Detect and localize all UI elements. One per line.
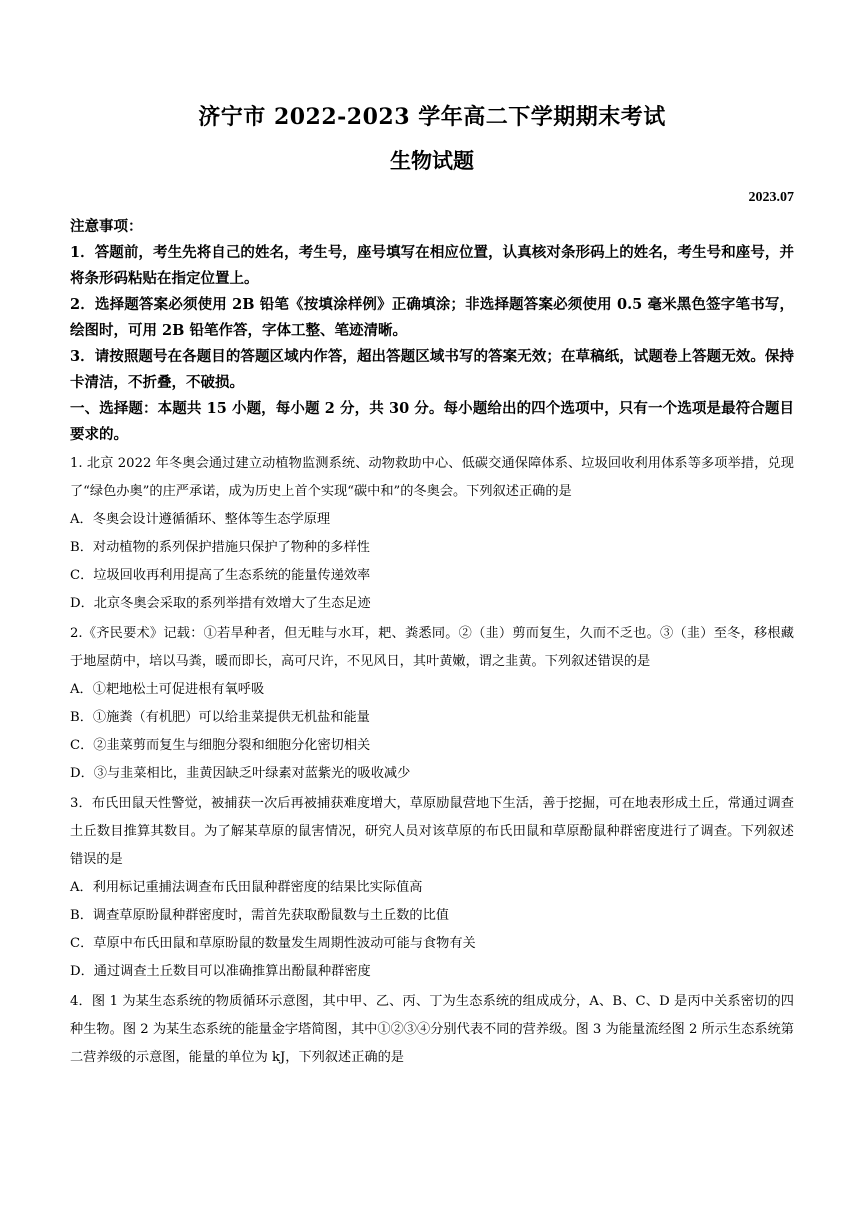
- option-d: D．通过调查土丘数目可以准确推算出酚鼠种群密度: [70, 964, 371, 979]
- question-2: [70, 620, 794, 788]
- notice-item: 3．请按照题号在各题目的答题区域内作答，超出答题区域书写的答案无效；在草稿纸，试题卷上答题无效。保持卡清洁，不折叠，不破损。: [70, 348, 794, 391]
- option-a: A．①耙地松土可促进根有氧呼吸: [70, 682, 265, 697]
- question-4: [70, 988, 794, 1072]
- exam-title: 济宁市 2022-2023 学年高二下学期期末考试: [198, 104, 666, 130]
- exam-page: [70, 100, 794, 1072]
- question-stem: 2.《齐民要术》记载：①若旱种者，但无畦与水耳，耙、粪悉同。②（韭）剪而复生，久而不乏也。③（韭）至冬，移根藏于地屋荫中，培以马粪，暖而即长，高可尺许，不见风日，其叶黄嫩，谓之韭黄。下列叙述错误的是: [70, 626, 794, 669]
- question-1: [70, 450, 794, 618]
- option-d: D．③与韭菜相比，韭黄因缺乏叶绿素对蓝紫光的吸收减少: [70, 766, 411, 781]
- question-stem: 4．图 1 为某生态系统的物质循环示意图，其中甲、乙、丙、丁为生态系统的组成成分，A、B、C、D 是丙中关系密切的四种生物。图 2 为某生态系统的能量金字塔简图，其中①②③④分别代表不同的营养级。图 3 为能量流经图 2 所示生态系统第二营养级的示意图，能量的单位为 kJ，下列叙述正确的是: [70, 994, 794, 1065]
- option-a: A．利用标记重捕法调查布氏田鼠种群密度的结果比实际值高: [70, 880, 423, 895]
- section-heading: 一、选择题：本题共 15 小题，每小题 2 分，共 30 分。每小题给出的四个选项中，只有一个选项是最符合题目要求的。: [70, 400, 794, 443]
- option-c: C．②韭菜剪而复生与细胞分裂和细胞分化密切相关: [70, 738, 371, 753]
- notice-item: 2．选择题答案必须使用 2B 铅笔《按填涂样例》正确填涂；非选择题答案必须使用 0.5 毫米黑色签字笔书写，绘图时，可用 2B 铅笔作答，字体工整、笔迹清晰。: [70, 296, 794, 339]
- question-stem: 3．布氏田鼠天性警觉，被捕获一次后再被捕获难度增大，草原励鼠营地下生活，善于挖掘，可在地表形成土丘，常通过调查土丘数目推算其数目。为了解某草原的鼠害情况，研究人员对该草原的布氏田鼠和草原酚鼠种群密度进行了调查。下列叙述错误的是: [70, 796, 794, 867]
- exam-subject: 生物试题: [390, 148, 474, 173]
- option-c: C．垃圾回收再利用提高了生态系统的能量传递效率: [70, 568, 371, 583]
- option-b: B．①施粪（有机肥）可以给韭菜提供无机盐和能量: [70, 710, 370, 725]
- question-stem: 1. 北京 2022 年冬奥会通过建立动植物监测系统、动物救助中心、低碳交通保障体系、垃圾回收利用体系等多项举措，兑现了“绿色办奥”的庄严承诺，成为历史上首个实现“碳中和”的冬奥会。下列叙述正确的是: [70, 456, 794, 499]
- option-b: B．调查草原盼鼠种群密度时，需首先获取酚鼠数与土丘数的比值: [70, 908, 449, 923]
- exam-date: 2023.07: [748, 190, 794, 205]
- notice-heading: 注意事项：: [70, 218, 143, 235]
- notice-item: 1．答题前，考生先将自己的姓名，考生号，座号填写在相应位置，认真核对条形码上的姓名，考生号和座号，并将条形码粘贴在指定位置上。: [70, 244, 794, 287]
- option-b: B．对动植物的系列保护措施只保护了物种的多样性: [70, 540, 370, 555]
- question-3: [70, 790, 794, 986]
- option-c: C．草原中布氏田鼠和草原盼鼠的数量发生周期性波动可能与食物有关: [70, 936, 476, 951]
- notice-block: [70, 214, 794, 396]
- option-a: A．冬奥会设计遵循循环、整体等生态学原理: [70, 512, 331, 527]
- option-d: D．北京冬奥会采取的系列举措有效增大了生态足迹: [70, 596, 371, 611]
